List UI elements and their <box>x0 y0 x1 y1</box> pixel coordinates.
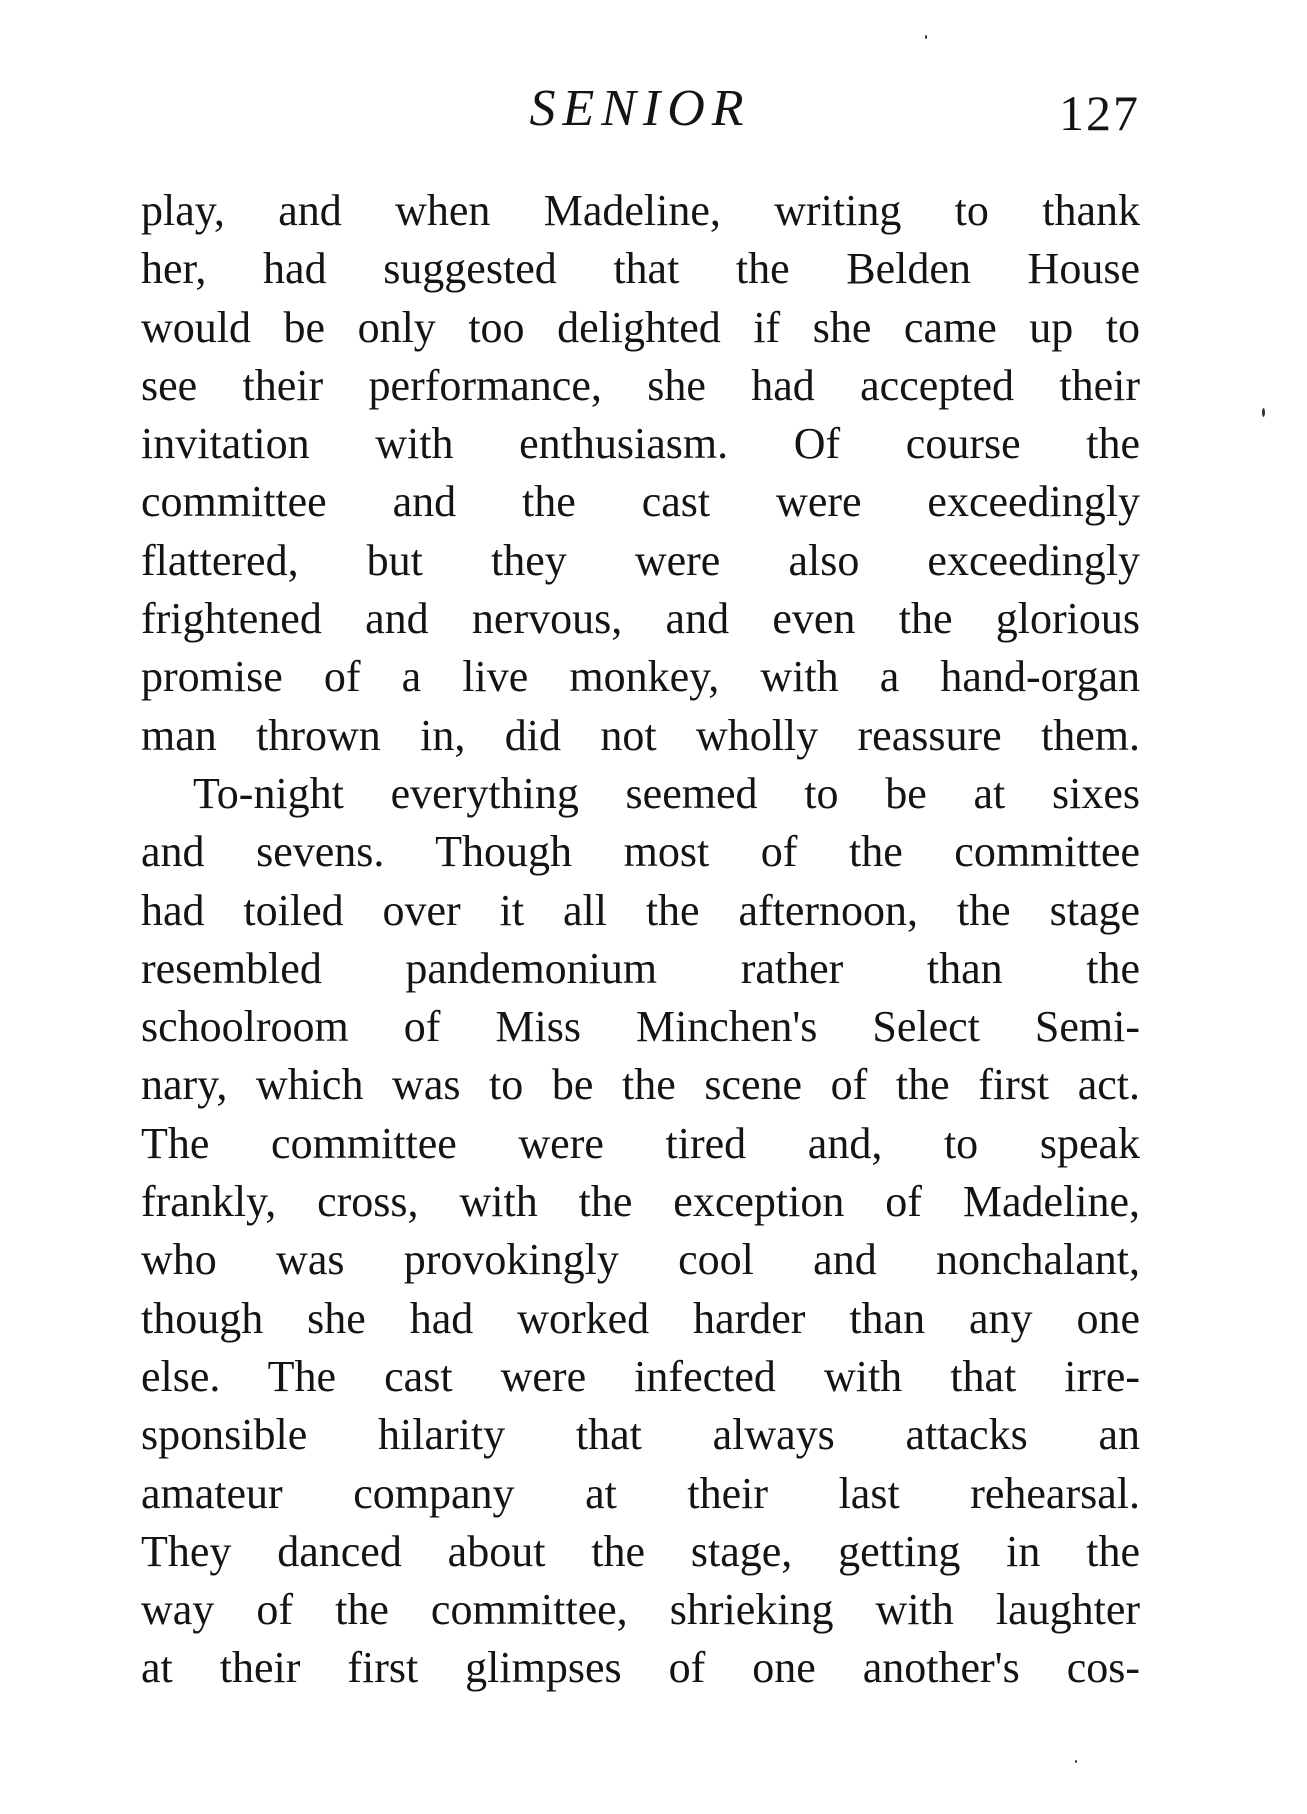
text-line: had toiled over it all the afternoon, the stage <box>141 885 1140 935</box>
running-head-title: SENIOR <box>529 80 751 137</box>
paper-speck <box>1075 1760 1077 1763</box>
text-line: amateur company at their last rehearsal. <box>141 1468 1140 1518</box>
text-line: frightened and nervous, and even the glorious <box>141 594 1140 644</box>
page-number: 127 <box>1059 85 1140 141</box>
paper-speck <box>1262 408 1265 417</box>
text-line: sponsible hilarity that always attacks an <box>141 1410 1140 1460</box>
text-line: promise of a live monkey, with a hand-organ <box>141 652 1140 702</box>
text-line: committee and the cast were exceedingly <box>141 477 1140 527</box>
text-line: nary, which was to be the scene of the first act. <box>141 1060 1140 1110</box>
text-line: flattered, but they were also exceedingly <box>141 535 1140 585</box>
text-line: man thrown in, did not wholly reassure them. <box>141 710 1140 760</box>
text-line: schoolroom of Miss Minchen's Select Semi- <box>141 1002 1140 1052</box>
body-text <box>141 182 1140 1698</box>
text-line: resembled pandemonium rather than the <box>141 943 1140 993</box>
text-line: play, and when Madeline, writing to thank <box>141 186 1140 235</box>
text-line: frankly, cross, with the exception of Madeline, <box>141 1177 1140 1227</box>
text-line: The committee were tired and, to speak <box>141 1118 1140 1168</box>
text-line: her, had suggested that the Belden House <box>141 244 1140 294</box>
paragraph-first-line: To-night everything seemed to be at sixes <box>193 768 1140 818</box>
text-line: and sevens. Though most of the committee <box>141 827 1140 877</box>
text-line: else. The cast were infected with that irre- <box>141 1351 1140 1401</box>
text-line: would be only too delighted if she came up to <box>141 302 1140 352</box>
text-line: at their first glimpses of one another's cos- <box>141 1643 1140 1693</box>
text-line: see their performance, she had accepted their <box>141 360 1140 410</box>
text-line: way of the committee, shrieking with laughter <box>141 1585 1140 1635</box>
paper-speck <box>925 35 927 39</box>
text-line: who was provokingly cool and nonchalant, <box>141 1235 1140 1285</box>
text-line: They danced about the stage, getting in the <box>141 1526 1140 1576</box>
text-line: invitation with enthusiasm. Of course the <box>141 419 1140 469</box>
text-line: though she had worked harder than any one <box>141 1293 1140 1343</box>
running-head <box>140 74 1140 144</box>
